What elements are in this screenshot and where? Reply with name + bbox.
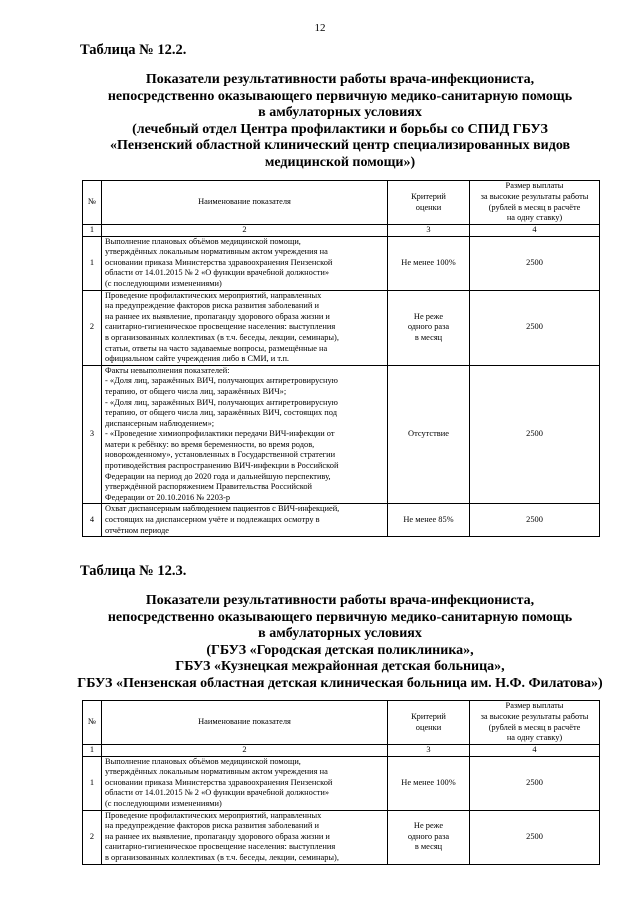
criterion: Отсутствие: [388, 365, 470, 504]
payment: 2500: [470, 756, 600, 810]
indicator-name: Проведение профилактических мероприятий, направленных на предупреждение факторов риска развития заболеваний и на раннее их выявление, пропаганду здорового образа жизни и санитарно-гигиеническое просвещение населения: выступления в организованных коллективах (в т.ч. беседы, лекции, семинары), статьи, ответы на часто задаваемые вопросы, размещённые на официальном сайте учреждения либо в СМИ, и т.п.: [102, 290, 388, 365]
header-payment: Размер выплаты за высокие результаты работы (рублей в месяц в расчёте на одну ставку): [470, 701, 600, 745]
criterion: Не реже одного раза в месяц: [388, 810, 470, 864]
payment: 2500: [470, 290, 600, 365]
indicators-table: [82, 700, 600, 865]
indicators-table: [82, 180, 600, 537]
row-number: 1: [83, 756, 102, 810]
indicator-name: Факты невыполнения показателей: - «Доля лиц, заражённых ВИЧ, получающих антиретровирусную терапию, от общего числа лиц, заражённых ВИЧ»; - «Доля лиц, заражённых ВИЧ, получающих антиретровирусную терапию, от общего числа лиц, заражённых ВИЧ, состоящих под диспансерным наблюдением»; - «Проведение химиопрофилактики передачи ВИЧ-инфекции от матери к ребёнку: во время беременности, во время родов, новорожденному», установленных в Государственной стратегии противодействия распространению ВИЧ-инфекции в Российской Федерации на период до 2020 года и дальнейшую перспективу, утверждённой распоряжением Правительства Российской Федерации от 20.10.2016 № 2203-р: [102, 365, 388, 504]
table-row: [83, 504, 600, 537]
title-line: ГБУЗ «Кузнецкая межрайонная детская больница»,: [175, 659, 505, 674]
col-number: 4: [470, 225, 600, 237]
table-row: [83, 236, 600, 290]
header-name: Наименование показателя: [102, 701, 388, 745]
header-no: №: [83, 701, 102, 745]
payment: 2500: [470, 810, 600, 864]
criterion: Не менее 100%: [388, 236, 470, 290]
indicator-name: Проведение профилактических мероприятий, направленных на предупреждение факторов риска развития заболеваний и на раннее их выявление, пропаганду здорового образа жизни и санитарно-гигиеническое просвещение населения: выступления в организованных коллективах (в т.ч. беседы, лекции, семинары),: [102, 810, 388, 864]
title-line: Показатели результативности работы врача-инфекциониста,: [145, 593, 535, 608]
row-number: 2: [83, 290, 102, 365]
header-criterion: Критерий оценки: [388, 701, 470, 745]
table-row: [83, 290, 600, 365]
title-line: ГБУЗ «Пензенская областная детская клиническая больница им. Н.Ф. Филатова»): [77, 675, 603, 691]
table-row: [83, 365, 600, 504]
col-number: 1: [83, 745, 102, 757]
indicator-name: Выполнение плановых объёмов медицинской помощи, утверждённых локальным нормативным актом учреждения на основании приказа Министерства здравоохранения Пензенской области от 14.01.2015 № 2 «О функции врачебной должности» (с последующими изменениями): [102, 236, 388, 290]
payment: 2500: [470, 236, 600, 290]
payment: 2500: [470, 504, 600, 537]
row-number: 2: [83, 810, 102, 864]
title-line: «Пензенский областной клинический центр специализированных видов: [109, 138, 571, 153]
header-name: Наименование показателя: [102, 181, 388, 225]
title-line: медицинской помощи»): [264, 154, 416, 170]
header-criterion: Критерий оценки: [388, 181, 470, 225]
row-number: 3: [83, 365, 102, 504]
criterion: Не реже одного раза в месяц: [388, 290, 470, 365]
title-line: непосредственно оказывающего первичную медико-санитарную помощь: [107, 88, 573, 104]
title-line: непосредственно оказывающего первичную медико-санитарную помощь: [107, 609, 573, 625]
col-number: 3: [388, 225, 470, 237]
page-number: 12: [314, 22, 326, 34]
col-number: 4: [470, 745, 600, 757]
criterion: Не менее 100%: [388, 756, 470, 810]
title-line: (ГБУЗ «Городская детская поликлиника»,: [206, 642, 474, 658]
column-numbers-row: [83, 745, 600, 757]
header-no: №: [83, 181, 102, 225]
criterion: Не менее 85%: [388, 504, 470, 537]
row-number: 4: [83, 504, 102, 537]
title-line: в амбулаторных условиях: [258, 105, 422, 120]
row-number: 1: [83, 236, 102, 290]
header-payment: Размер выплаты за высокие результаты работы (рублей в месяц в расчёте на одну ставку): [470, 181, 600, 225]
table-title: [60, 593, 620, 692]
col-number: 1: [83, 225, 102, 237]
table-title: [60, 72, 620, 171]
col-number: 2: [102, 745, 388, 757]
payment: 2500: [470, 365, 600, 504]
column-numbers-row: [83, 225, 600, 237]
table-label: Таблица № 12.3.: [80, 563, 187, 579]
table-label: Таблица № 12.2.: [80, 42, 187, 58]
title-line: (лечебный отдел Центра профилактики и борьбы со СПИД ГБУЗ: [132, 121, 548, 137]
title-line: Показатели результативности работы врача-инфекциониста,: [145, 72, 535, 87]
table-row: [83, 756, 600, 810]
title-line: в амбулаторных условиях: [258, 626, 422, 641]
col-number: 2: [102, 225, 388, 237]
col-number: 3: [388, 745, 470, 757]
table-row: [83, 810, 600, 864]
indicator-name: Охват диспансерным наблюдением пациентов с ВИЧ-инфекцией, состоящих на диспансерном учёте и подлежащих осмотру в отчётном периоде: [102, 504, 388, 537]
indicator-name: Выполнение плановых объёмов медицинской помощи, утверждённых локальным нормативным актом учреждения на основании приказа Министерства здравоохранения Пензенской области от 14.01.2015 № 2 «О функции врачебной должности» (с последующими изменениями): [102, 756, 388, 810]
